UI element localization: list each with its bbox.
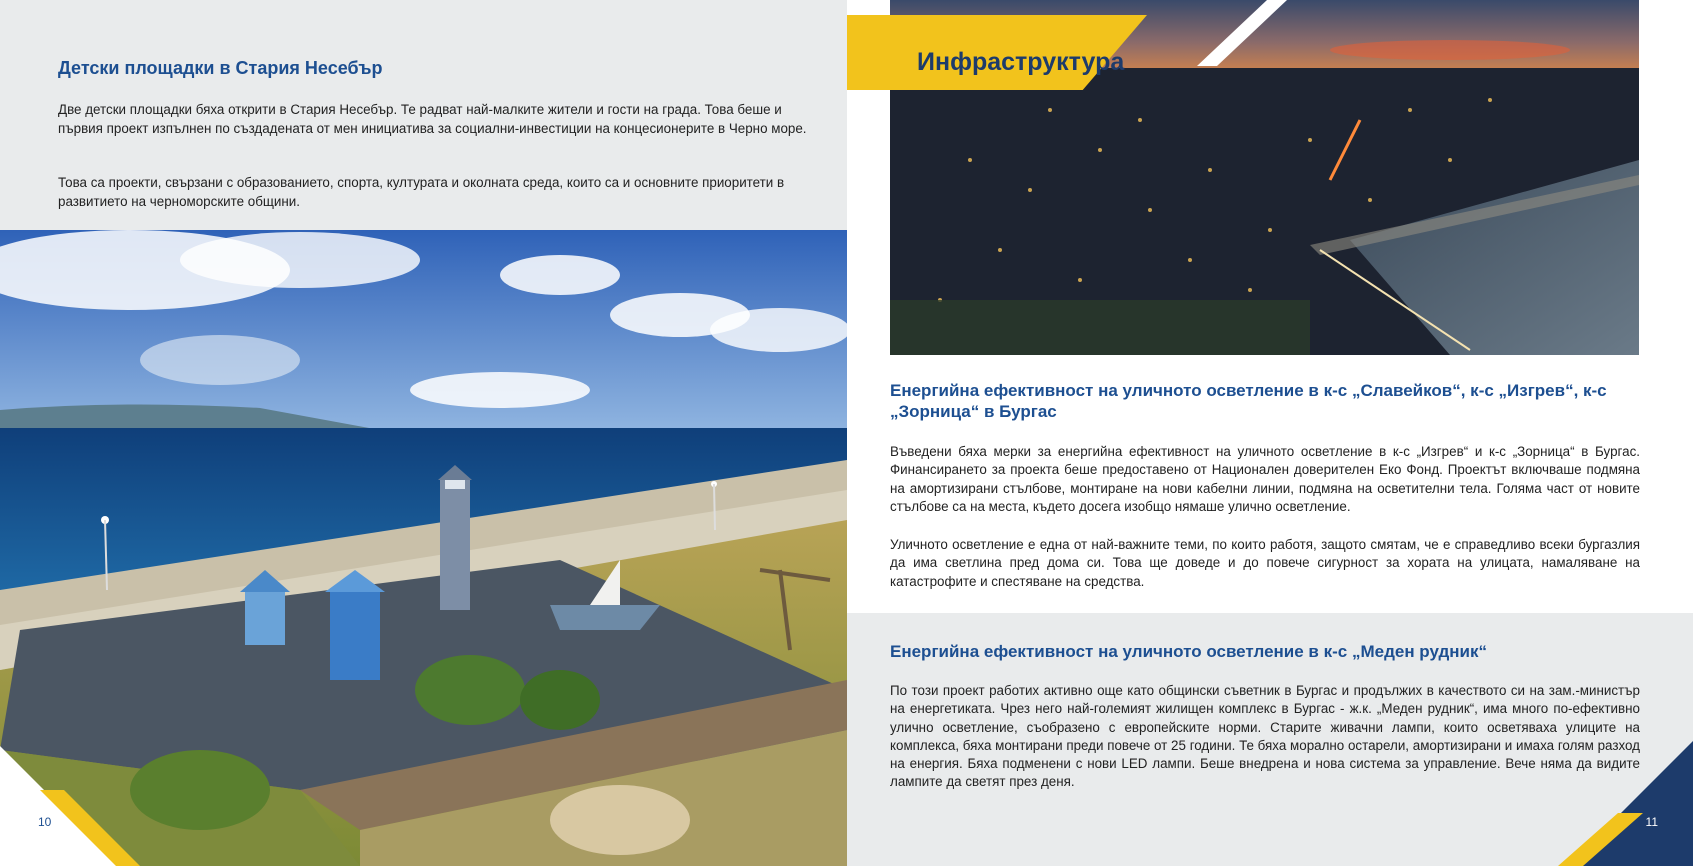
article-2-paragraph-1: По този проект работих активно още като общински съветник в Бургас и продължих в качеството си на зам.-министър на енергетиката. Чрез него най-големият жилищен комплекс в Бургас - ж.к. „Меден рудник“, има много по-ефективно улично осветление, съобразено с европейските норми. Старите живачни лампи, които осветяваха улиците на комплекса, бяха монтирани преди повече от 25 години. Те бяха морално остарели, амортизирани и имаха голям разход на енергия. Бяха подменени с нови LED лампи. Беше внедрена и нова система за управление. Вече няма да видите лампите да светят през деня. xyxy=(890,683,1640,790)
left-page-title: Детски площадки в Стария Несебър xyxy=(58,58,383,78)
page-number-left: 10 xyxy=(38,815,52,829)
left-yellow-corner-stripe xyxy=(40,790,150,866)
playground-photo-illustration xyxy=(0,230,847,866)
playground-photo xyxy=(0,230,847,866)
article-1-paragraph-2: Уличното осветление е една от най-важните теми, по които работя, защото смятам, че е справедливо всеки бургазлия да има светлина пред дома си. Това ще доведе и до повече сигурност за хората на улицата, намаляване на катастрофите и спестяване на средства. xyxy=(890,537,1640,589)
page-number-right: 11 xyxy=(1645,815,1658,829)
left-paragraph-2: Това са проекти, свързани с образованието, спорта, културата и околната среда, които са и основните приоритети в развитието на черноморските общини. xyxy=(58,175,785,209)
article-1-paragraph-1: Въведени бяха мерки за енергийна ефективност на уличното осветление в к-с „Изгрев“ и к-с „Зорница“ в Бургас. Финансирането за проекта беше предоставено от Национален доверителен Еко Фонд. Проектът включваше подмяна на амортизирани стълбове, монтиране на нови кабелни линии, подмяна на осветителни тела. Голяма част от новите стълбове са на места, където досега изобщо нямаше улично осветление. xyxy=(890,444,1640,514)
banner-white-stripe xyxy=(1187,0,1287,70)
right-corner-decoration xyxy=(1523,741,1693,866)
left-paragraph-1: Две детски площадки бяха открити в Стария Несебър. Те радват най-малките жители и гости на града. Това беше и първия проект изпълнен по създадената от мен инициатива за социални-инвестиции на концесионерите в Черно море. xyxy=(58,102,807,136)
section-title: Инфраструктура xyxy=(917,48,1125,76)
right-page xyxy=(847,0,1693,866)
article-1-heading: Енергийна ефективност на уличното осветление в к-с „Славейков“, к-с „Изгрев“, к-с „Зорница“ в Бургас xyxy=(890,381,1607,421)
article-2-heading: Енергийна ефективност на уличното осветление в к-с „Меден рудник“ xyxy=(890,642,1488,661)
